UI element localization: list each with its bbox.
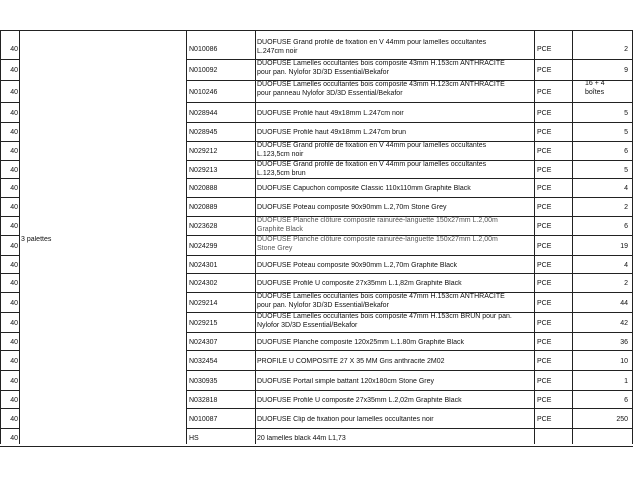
grid-row-line xyxy=(186,350,633,351)
grid-row-line xyxy=(186,102,633,103)
grid-column-line xyxy=(534,30,535,444)
row-unit: PCE xyxy=(537,148,552,155)
grid-row-line xyxy=(186,408,633,409)
row-unit: PCE xyxy=(537,185,552,192)
grid-row-line xyxy=(0,80,19,81)
grid-row-line xyxy=(186,428,633,429)
row-quantity-code: 40 xyxy=(10,110,18,117)
row-quantity-code: 40 xyxy=(10,435,18,442)
grid-row-line xyxy=(0,332,19,333)
row-reference: N029213 xyxy=(189,167,218,174)
row-description: DUOFUSE Profilé U composite 27x35mm L.2,02m Graphite Black xyxy=(257,397,462,404)
row-quantity-code: 40 xyxy=(10,358,18,365)
row-description: DUOFUSE Portail simple battant 120x180cm Stone Grey xyxy=(257,378,435,385)
grid-row-line xyxy=(0,408,19,409)
row-unit: PCE xyxy=(537,89,552,96)
row-count: 6 xyxy=(624,397,628,404)
row-description: DUOFUSE Profilé haut 49x18mm L.247cm noir xyxy=(257,110,404,117)
row-reference: N029212 xyxy=(189,148,218,155)
row-unit: PCE xyxy=(537,204,552,211)
row-quantity-code: 40 xyxy=(10,46,18,53)
row-quantity-code: 40 xyxy=(10,378,18,385)
grid-row-line xyxy=(0,30,19,31)
grid-column-line xyxy=(632,30,633,444)
row-unit: PCE xyxy=(537,110,552,117)
row-reference: N020888 xyxy=(189,185,218,192)
row-reference: N030935 xyxy=(189,378,218,385)
row-description: DUOFUSE Lamelles occultantes bois composite 43mm H.153cm ANTHRACITE pour pan. Nylofor 3D/3D Essential/Bekafor xyxy=(257,60,505,76)
row-count: 5 xyxy=(624,129,628,136)
grid-row-line xyxy=(19,446,186,447)
grid-row-line xyxy=(0,122,19,123)
row-description: PROFILE U COMPOSITE 27 X 35 MM Gris anthracite 2M02 xyxy=(257,358,445,365)
row-quantity-code: 40 xyxy=(10,262,18,269)
row-count: 42 xyxy=(620,320,628,327)
row-unit: PCE xyxy=(537,416,552,423)
row-description: DUOFUSE Planche clôture composite rainurée-languette 150x27mm L.2,00m Stone Grey xyxy=(257,236,498,252)
grid-row-line xyxy=(0,370,19,371)
row-reference: N032818 xyxy=(189,397,218,404)
row-count: 5 xyxy=(624,167,628,174)
row-count: 5 xyxy=(624,110,628,117)
grid-row-line xyxy=(186,390,633,391)
row-quantity-code: 40 xyxy=(10,185,18,192)
grid-column-line xyxy=(186,30,187,444)
grid-row-line xyxy=(0,255,19,256)
grid-row-line xyxy=(0,197,19,198)
row-description: DUOFUSE Grand profilé de fixation en V 44mm pour lamelles occultantes L.247cm noir xyxy=(257,39,487,55)
grid-row-line xyxy=(0,59,19,60)
row-description: DUOFUSE Lamelles occultantes bois composite 47mm H.153cm BRUN pour pan. Nylofor 3D/3D Essential/Bekafor xyxy=(257,313,512,329)
row-reference: N029214 xyxy=(189,300,218,307)
grid-row-line xyxy=(186,30,633,31)
row-reference: N029215 xyxy=(189,320,218,327)
row-count: 44 xyxy=(620,300,628,307)
grid-row-line xyxy=(0,292,19,293)
pallet-group-label: 3 palettes xyxy=(21,236,52,243)
row-count: 250 xyxy=(616,416,628,423)
row-quantity-code: 40 xyxy=(10,223,18,230)
row-unit: PCE xyxy=(537,339,552,346)
row-count: 6 xyxy=(624,223,628,230)
row-description: DUOFUSE Profilé U composite 27x35mm L.1,82m Graphite Black xyxy=(257,280,462,287)
row-quantity-code: 40 xyxy=(10,204,18,211)
row-reference: N024299 xyxy=(189,243,218,250)
row-reference: N024302 xyxy=(189,280,218,287)
row-description: DUOFUSE Capuchon composite Classic 110x110mm Graphite Black xyxy=(257,185,471,192)
row-unit: PCE xyxy=(537,358,552,365)
row-count: 2 xyxy=(624,280,628,287)
row-reference: N028945 xyxy=(189,129,218,136)
row-reference: N010087 xyxy=(189,416,218,423)
row-quantity-code: 40 xyxy=(10,148,18,155)
row-count: 2 xyxy=(624,204,628,211)
row-reference: HS xyxy=(189,435,199,442)
row-description: DUOFUSE Planche clôture composite rainurée-languette 150x27mm L.2,00m Graphite Black xyxy=(257,217,498,233)
row-count: 4 xyxy=(624,185,628,192)
grid-row-line xyxy=(0,102,19,103)
row-unit: PCE xyxy=(537,397,552,404)
row-description: DUOFUSE Poteau composite 90x90mm L.2,70m Graphite Black xyxy=(257,262,457,269)
row-unit: PCE xyxy=(537,167,552,174)
row-quantity-code: 40 xyxy=(10,280,18,287)
row-unit: PCE xyxy=(537,46,552,53)
row-reference: N020889 xyxy=(189,204,218,211)
row-count: 36 xyxy=(620,339,628,346)
grid-row-line xyxy=(186,370,633,371)
row-quantity-code: 40 xyxy=(10,243,18,250)
row-unit: PCE xyxy=(537,223,552,230)
grid-row-line xyxy=(0,141,19,142)
row-quantity-code: 40 xyxy=(10,339,18,346)
row-count: 1 xyxy=(624,378,628,385)
grid-column-line xyxy=(0,30,1,444)
row-count: 4 xyxy=(624,262,628,269)
row-quantity-code: 40 xyxy=(10,300,18,307)
row-unit: PCE xyxy=(537,320,552,327)
row-unit: PCE xyxy=(537,67,552,74)
row-reference: N032454 xyxy=(189,358,218,365)
grid-row-line xyxy=(0,446,19,447)
row-unit: PCE xyxy=(537,378,552,385)
row-count: 2 xyxy=(624,46,628,53)
row-unit: PCE xyxy=(537,243,552,250)
grid-row-line xyxy=(186,255,633,256)
grid-row-line xyxy=(0,160,19,161)
row-quantity-code: 40 xyxy=(10,167,18,174)
row-description: DUOFUSE Poteau composite 90x90mm L.2,70m Stone Grey xyxy=(257,204,447,211)
grid-row-line xyxy=(0,273,19,274)
row-reference: N024301 xyxy=(189,262,218,269)
row-count: 6 xyxy=(624,148,628,155)
grid-row-line xyxy=(19,30,186,31)
row-quantity-code: 40 xyxy=(10,397,18,404)
grid-column-line xyxy=(572,30,573,444)
row-description: DUOFUSE Grand profilé de fixation en V 44mm pour lamelles occultantes L.123,5cm brun xyxy=(257,161,487,177)
grid-row-line xyxy=(0,350,19,351)
row-description: DUOFUSE Clip de fixation pour lamelles occultantes noir xyxy=(257,416,434,423)
grid-row-line xyxy=(186,197,633,198)
row-quantity-code: 40 xyxy=(10,320,18,327)
grid-row-line xyxy=(186,446,633,447)
row-quantity-code: 40 xyxy=(10,89,18,96)
grid-row-line xyxy=(0,312,19,313)
row-quantity-code: 40 xyxy=(10,67,18,74)
row-unit: PCE xyxy=(537,262,552,269)
row-reference: N023628 xyxy=(189,223,218,230)
row-description: DUOFUSE Profilé haut 49x18mm L.247cm brun xyxy=(257,129,407,136)
row-reference: N028944 xyxy=(189,110,218,117)
row-count: 9 xyxy=(624,67,628,74)
row-description: DUOFUSE Grand profilé de fixation en V 44mm pour lamelles occultantes L.123,5cm noir xyxy=(257,142,487,158)
row-description: DUOFUSE Lamelles occultantes bois composite 43mm H.123cm ANTHRACITE pour panneau Nylofor 3D/3D Essential/Bekafor xyxy=(257,81,505,97)
row-quantity-code: 40 xyxy=(10,416,18,423)
row-reference: N010092 xyxy=(189,67,218,74)
grid-row-line xyxy=(186,273,633,274)
grid-row-line xyxy=(186,332,633,333)
grid-row-line xyxy=(0,178,19,179)
row-reference: N010086 xyxy=(189,46,218,53)
row-reference: N010246 xyxy=(189,89,218,96)
grid-row-line xyxy=(186,122,633,123)
row-count: 16 + 4 boîtes xyxy=(585,80,605,96)
row-reference: N024307 xyxy=(189,339,218,346)
row-description: 20 lamelles black 44m L1,73 xyxy=(257,435,346,442)
grid-row-line xyxy=(186,178,633,179)
grid-row-line xyxy=(0,428,19,429)
row-quantity-code: 40 xyxy=(10,129,18,136)
row-unit: PCE xyxy=(537,300,552,307)
row-description: DUOFUSE Planche composite 120x25mm L.1.80m Graphite Black xyxy=(257,339,464,346)
row-unit: PCE xyxy=(537,129,552,136)
grid-row-line xyxy=(0,390,19,391)
grid-column-line xyxy=(255,30,256,444)
grid-row-line xyxy=(0,216,19,217)
grid-column-line xyxy=(19,30,20,444)
row-count: 10 xyxy=(620,358,628,365)
row-count: 19 xyxy=(620,243,628,250)
grid-row-line xyxy=(0,235,19,236)
row-description: DUOFUSE Lamelles occultantes bois composite 47mm H.153cm ANTHRACITE pour pan. Nylofor 3D/3D Essential/Bekafor xyxy=(257,293,505,309)
row-unit: PCE xyxy=(537,280,552,287)
